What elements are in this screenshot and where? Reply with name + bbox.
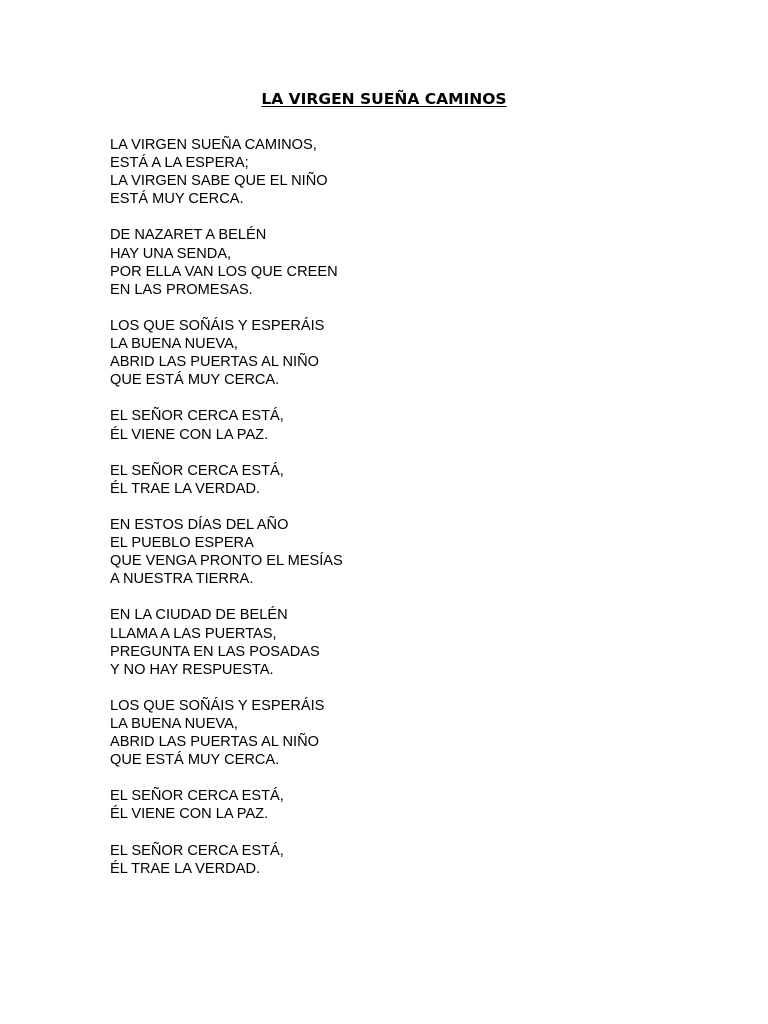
poem-line: QUE VENGA PRONTO EL MESÍAS bbox=[110, 553, 343, 570]
poem-line: ÉL TRAE LA VERDAD. bbox=[110, 860, 261, 877]
poem-line: LOS QUE SOÑÁIS Y ESPERÁIS bbox=[110, 317, 325, 334]
poem-line: A NUESTRA TIERRA. bbox=[110, 571, 254, 588]
poem-line: EL SEÑOR CERCA ESTÁ, bbox=[110, 408, 284, 425]
stanza bbox=[110, 226, 710, 298]
poem-line: EL SEÑOR CERCA ESTÁ, bbox=[110, 788, 284, 805]
stanza bbox=[110, 407, 710, 443]
poem-line: ABRID LAS PUERTAS AL NIÑO bbox=[110, 354, 319, 371]
poem-line: LA BUENA NUEVA, bbox=[110, 336, 238, 353]
poem-line: ESTÁ MUY CERCA. bbox=[110, 191, 244, 208]
poem-line: ÉL VIENE CON LA PAZ. bbox=[110, 426, 269, 443]
poem-line: QUE ESTÁ MUY CERCA. bbox=[110, 372, 280, 389]
poem-line: EL SEÑOR CERCA ESTÁ, bbox=[110, 842, 284, 859]
stanza bbox=[110, 317, 710, 389]
poem-line: HAY UNA SENDA, bbox=[110, 245, 232, 262]
poem-line: EN LAS PROMESAS. bbox=[110, 281, 253, 298]
poem-line: ESTÁ A LA ESPERA; bbox=[110, 155, 249, 172]
poem-line: ÉL VIENE CON LA PAZ. bbox=[110, 806, 269, 823]
poem-line: PREGUNTA EN LAS POSADAS bbox=[110, 643, 320, 660]
poem-body bbox=[110, 136, 710, 896]
stanza bbox=[110, 462, 710, 498]
poem-line: EL SEÑOR CERCA ESTÁ, bbox=[110, 462, 284, 479]
poem-line: ÉL TRAE LA VERDAD. bbox=[110, 480, 261, 497]
poem-line: Y NO HAY RESPUESTA. bbox=[110, 661, 274, 678]
poem-line: LA VIRGEN SABE QUE EL NIÑO bbox=[110, 173, 328, 190]
poem-line: LA BUENA NUEVA, bbox=[110, 716, 238, 732]
stanza bbox=[110, 697, 710, 769]
stanza bbox=[110, 606, 710, 678]
poem-line: EN ESTOS DÍAS DEL AÑO bbox=[110, 516, 289, 533]
stanza bbox=[110, 516, 710, 588]
stanza bbox=[110, 136, 710, 208]
poem-line: ABRID LAS PUERTAS AL NIÑO bbox=[110, 734, 319, 751]
stanza bbox=[110, 787, 710, 823]
stanza bbox=[110, 842, 710, 878]
poem-line: LOS QUE SOÑÁIS Y ESPERÁIS bbox=[110, 697, 325, 714]
document-title: LA VIRGEN SUEÑA CAMINOS bbox=[261, 90, 507, 108]
poem-line: POR ELLA VAN LOS QUE CREEN bbox=[110, 263, 338, 280]
poem-line: LA VIRGEN SUEÑA CAMINOS, bbox=[110, 137, 317, 153]
poem-line: DE NAZARET A BELÉN bbox=[110, 227, 267, 244]
poem-line: LLAMA A LAS PUERTAS, bbox=[110, 625, 277, 642]
poem-line: EL PUEBLO ESPERA bbox=[110, 535, 254, 552]
poem-line: QUE ESTÁ MUY CERCA. bbox=[110, 752, 280, 769]
poem-line: EN LA CIUDAD DE BELÉN bbox=[110, 607, 288, 624]
